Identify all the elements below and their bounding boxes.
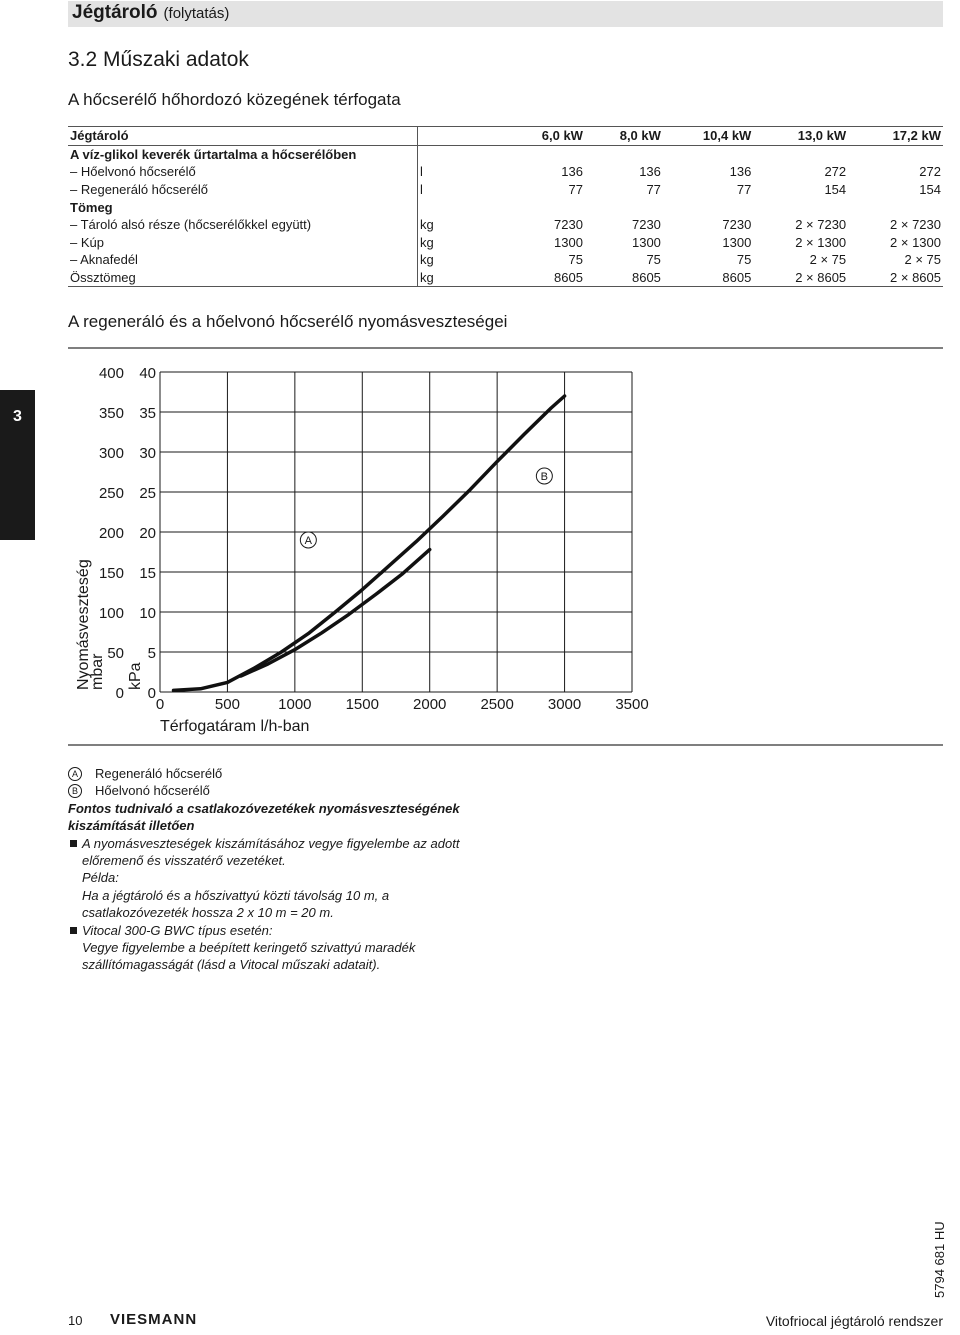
row-value: 77	[646, 182, 661, 198]
x-tick-label: 3000	[547, 696, 582, 713]
y-tick-label-kpa: 35	[139, 405, 156, 422]
y-tick-label-mbar: 150	[98, 565, 124, 582]
row-value: 2 × 8605	[890, 270, 941, 286]
row-label: Össztömeg	[68, 269, 418, 287]
y-tick-label-kpa: 0	[147, 685, 156, 702]
note-bullet-1	[68, 835, 498, 870]
bullet-icon	[70, 927, 77, 934]
row-value: 8605	[722, 270, 752, 286]
y-tick-label-mbar: 0	[115, 685, 124, 702]
row-value: 75	[646, 252, 661, 268]
row-unit: kg	[420, 270, 434, 286]
row-label: Tömeg	[68, 198, 418, 216]
note-bullet-2	[68, 922, 498, 939]
row-value: 2 × 8605	[795, 270, 847, 286]
row-value: 77	[736, 182, 752, 198]
x-tick-label: 500	[214, 696, 240, 713]
legend-marker-b: B	[68, 784, 82, 798]
legend-text-a: Regeneráló hőcserélő	[95, 766, 223, 781]
chart-series	[174, 396, 565, 690]
table-header-label: Jégtároló	[68, 127, 418, 146]
legend-text-b: Hőelvonó hőcserélő	[95, 783, 210, 799]
y-tick-label-kpa: 30	[139, 445, 156, 462]
y-tick-label-mbar: 350	[98, 405, 124, 422]
y-axis-unit-mbar: mbar	[89, 653, 106, 690]
legend-marker-a: A	[68, 767, 82, 781]
y-tick-label-mbar: 200	[98, 525, 124, 542]
chart-grid	[160, 372, 632, 692]
page-number: 10	[68, 1313, 83, 1328]
row-value: 154	[919, 182, 941, 198]
chart-ticks	[99, 365, 649, 713]
header-subtitle: (folytatás)	[163, 5, 230, 22]
x-tick-label: 3500	[615, 696, 649, 713]
row-value: 272	[919, 164, 941, 180]
table-header-col: 10,4 kW	[702, 128, 752, 144]
x-tick-label: 1000	[278, 696, 312, 713]
row-value: 77	[568, 182, 583, 198]
row-unit: kg	[420, 217, 434, 233]
y-tick-label-kpa: 5	[147, 645, 156, 662]
table-header-col: 17,2 kW	[892, 128, 941, 144]
y-tick-label-kpa: 10	[139, 605, 156, 622]
bullet-icon	[70, 840, 77, 847]
row-value: 7230	[631, 217, 661, 233]
row-value: 136	[729, 164, 752, 180]
row-value: 2 × 7230	[890, 217, 941, 233]
row-label: A víz-glikol keverék űrtartalma a hőcserélőben	[68, 145, 418, 163]
y-tick-label-kpa: 25	[139, 485, 156, 502]
x-tick-label: 0	[155, 696, 165, 713]
row-value: 2 × 75	[904, 252, 941, 268]
table-header-col: 13,0 kW	[797, 128, 847, 144]
row-label: – Tároló alsó része (hőcserélőkkel együtt)	[68, 216, 418, 234]
row-value: 2 × 1300	[795, 234, 847, 250]
row-unit: l	[420, 164, 423, 180]
y-tick-label-mbar: 400	[98, 365, 124, 382]
chart-annotations	[300, 468, 552, 548]
row-value: 1300	[722, 234, 752, 250]
annotation-label-b: B	[540, 471, 549, 483]
row-value: 1300	[631, 234, 661, 250]
row-label: – Regeneráló hőcserélő	[68, 181, 418, 199]
row-label: – Hőelvonó hőcserélő	[68, 163, 418, 181]
row-value: 8605	[554, 270, 583, 286]
x-tick-label: 2500	[480, 696, 514, 713]
row-value: 2 × 75	[809, 252, 847, 268]
row-value: 75	[736, 252, 752, 268]
chapter-tab-number: 3	[13, 408, 22, 425]
annotation-label-a: A	[304, 535, 313, 547]
y-tick-label-kpa: 20	[139, 525, 156, 542]
row-label: – Kúp	[68, 234, 418, 252]
x-tick-label: 1500	[345, 696, 379, 713]
x-axis-label: Térfogatáram l/h-ban	[160, 718, 310, 735]
note-bullet-1-text: A nyomásveszteségek kiszámításához vegye figyelembe az adott előremenő és visszatérő vezetéket.	[82, 835, 460, 869]
chart-title: A regeneráló és a hőelvonó hőcserélő nyomásveszteségei	[68, 312, 508, 331]
row-unit: l	[420, 182, 423, 198]
row-value: 75	[568, 252, 583, 268]
y-axis-label: Nyomásveszteség	[75, 559, 92, 690]
legend-block	[68, 765, 498, 974]
y-axis-unit-kpa: kPa	[127, 662, 144, 690]
brand-logo: VIESMANN	[110, 1311, 198, 1328]
y-tick-label-kpa: 15	[139, 565, 156, 582]
row-value: 154	[824, 182, 847, 198]
note-bullet-2-text: Vitocal 300-G BWC típus esetén:	[82, 922, 273, 938]
subsection-title: A hőcserélő hőhordozó közegének térfogata	[68, 90, 401, 109]
row-unit: kg	[420, 252, 434, 268]
legend-item-b	[68, 782, 498, 799]
note-title: Fontos tudnivaló a csatlakozóvezetékek nyomásveszteségének kiszámítását illetően	[68, 800, 460, 834]
table-header-col: 6,0 kW	[541, 128, 583, 144]
note-bullet-2-body: Vegye figyelembe a beépített keringető szivattyú maradék szállítómagasságát (lásd a Vitocal műszaki adatait).	[82, 940, 416, 973]
row-value: 136	[561, 164, 583, 180]
row-value: 2 × 1300	[890, 234, 941, 250]
y-tick-label-mbar: 100	[98, 605, 124, 622]
row-value: 136	[639, 164, 661, 180]
footer-title: Vitofriocal jégtároló rendszer	[765, 1313, 943, 1329]
x-tick-label: 2000	[413, 696, 447, 713]
document-number: 5794 681 HU	[932, 1221, 947, 1298]
row-value: 8605	[631, 270, 661, 286]
row-label: – Aknafedél	[68, 251, 418, 269]
row-value: 7230	[554, 217, 583, 233]
legend-item-a	[68, 765, 498, 782]
y-tick-label-kpa: 40	[139, 365, 156, 382]
table-header-col: 8,0 kW	[619, 128, 661, 144]
y-tick-label-mbar: 250	[98, 485, 124, 502]
series-line-b	[174, 396, 565, 690]
example-text: Ha a jégtároló és a hőszivattyú közti távolság 10 m, a csatlakozóvezeték hossza 2 x 10 m = 20 m.	[82, 887, 390, 921]
header-title: Jégtároló	[72, 2, 158, 23]
row-value: 272	[824, 164, 847, 180]
example-label: Példa:	[82, 870, 119, 886]
row-unit: kg	[420, 234, 434, 250]
y-tick-label-mbar: 300	[98, 445, 124, 462]
row-value: 7230	[722, 217, 752, 233]
row-value: 2 × 7230	[795, 217, 847, 233]
section-title: 3.2 Műszaki adatok	[68, 48, 249, 71]
y-tick-label-mbar: 50	[107, 645, 124, 662]
row-value: 1300	[554, 234, 583, 250]
